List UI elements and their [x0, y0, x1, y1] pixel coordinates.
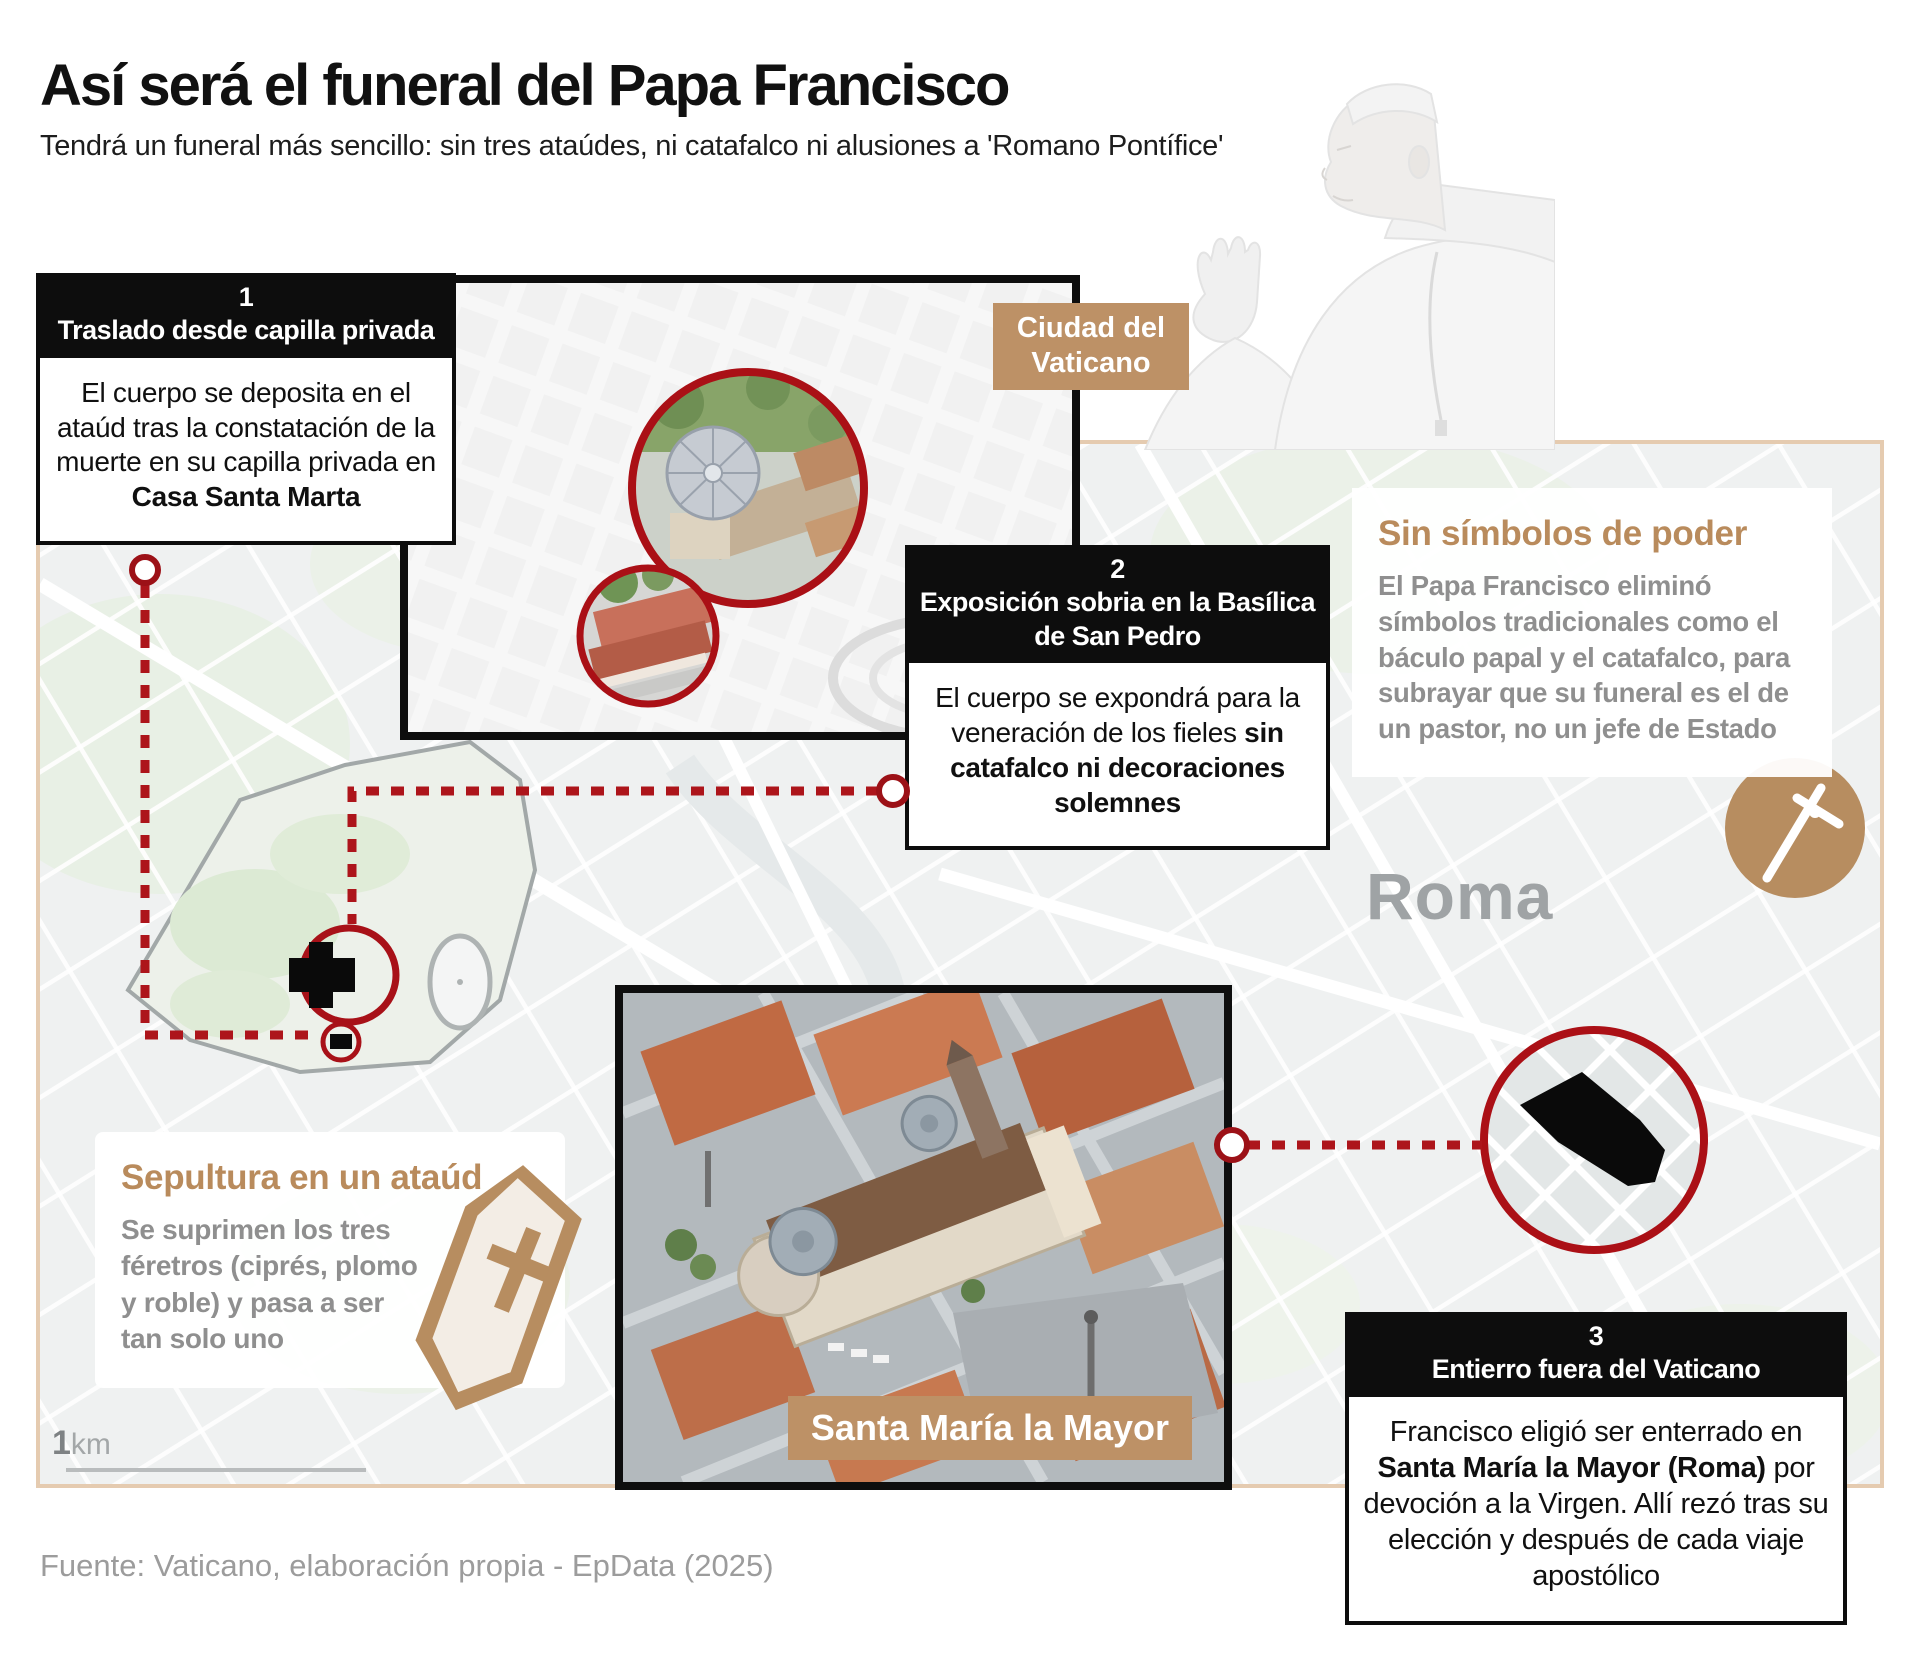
step-3-text-bold: Santa María la Mayor (Roma) — [1377, 1451, 1766, 1484]
step-2-header — [905, 545, 1330, 663]
step-3-body — [1345, 1397, 1847, 1625]
step-2-text-bold: sin catafalco ni decoraciones solemnes — [950, 717, 1285, 818]
step-3-title: Entierro fuera del Vaticano — [1431, 1354, 1761, 1385]
step-1-number: 1 — [238, 282, 254, 312]
source-credit: Fuente: Vaticano, elaboración propia - EpData (2025) — [40, 1548, 774, 1583]
step-3-box — [1345, 1312, 1847, 1625]
map-scale — [52, 1424, 111, 1463]
step-1-text: El cuerpo se deposita en el ataúd tras la constatación de la muerte en su capilla privada en — [56, 376, 436, 478]
no-power-symbols-text: El Papa Francisco eliminó símbolos tradicionales como el báculo papal y el catafalco, para subrayar que su funeral es el de un pastor, no un jefe de Estado — [1378, 570, 1790, 744]
no-power-symbols-card — [1352, 488, 1832, 777]
step-1-body — [36, 358, 456, 545]
santa-maria-label: Santa María la Mayor — [788, 1396, 1192, 1460]
step-1-header — [36, 273, 456, 358]
vatican-city-label: Ciudad del Vaticano — [993, 303, 1189, 390]
no-power-symbols-title: Sin símbolos de poder — [1378, 514, 1748, 553]
step-3-header — [1345, 1312, 1847, 1397]
step-2-number: 2 — [1110, 554, 1125, 584]
step-2-body — [905, 663, 1330, 850]
page-subtitle: Tendrá un funeral más sencillo: sin tres ataúdes, ni catafalco ni alusiones a 'Romano Pontífice' — [40, 130, 1224, 162]
single-coffin-text: Se suprimen los tres féretros (ciprés, plomo y roble) y pasa a ser tan solo uno — [121, 1214, 418, 1355]
map-scale-number: 1 — [52, 1424, 71, 1462]
rome-watermark-label: Roma — [1366, 859, 1554, 933]
map-scale-unit: km — [70, 1428, 111, 1461]
step-3-text-post: por devoción a la Virgen. Allí rezó tras su elección y después de cada viaje apostólico — [1363, 1451, 1829, 1592]
step-2-text: El cuerpo se expondrá para la veneración de los fieles — [935, 682, 1300, 749]
step-1-text-bold: Casa Santa Marta — [131, 481, 361, 513]
papal-ferula-icon — [1725, 758, 1865, 898]
step-1-box — [36, 273, 456, 545]
step-3-number: 3 — [1588, 1321, 1604, 1351]
step-1-title: Traslado desde capilla privada — [57, 315, 435, 346]
step-3-text: Francisco eligió ser enterrado en — [1389, 1415, 1803, 1448]
step-2-box — [905, 545, 1330, 850]
step-2-title: Exposición sobria en la Basílica de San Pedro — [919, 587, 1316, 651]
papal-ferula-badge — [1725, 758, 1865, 898]
map-scale-line — [66, 1468, 366, 1472]
single-coffin-title: Sepultura en un ataúd — [121, 1158, 483, 1197]
page-title: Así será el funeral del Papa Francisco — [40, 53, 1009, 118]
